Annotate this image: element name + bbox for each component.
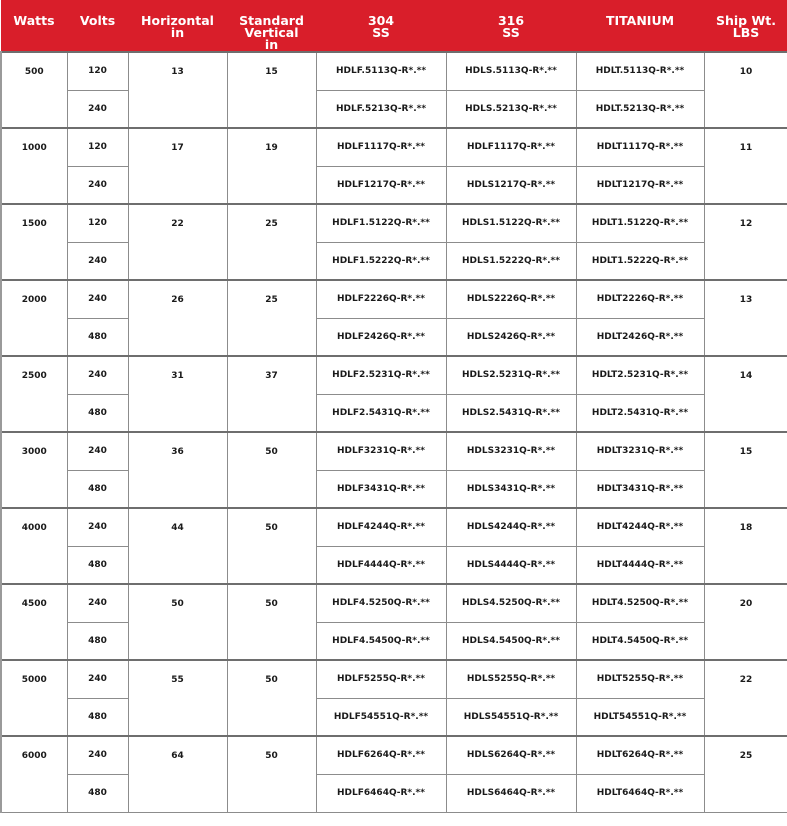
- header-watts: Watts: [1, 0, 67, 52]
- ss304-model-cell: HDLF5255Q-R*.**: [316, 660, 446, 698]
- titanium-model-cell: HDLT.5113Q-R*.**: [576, 52, 704, 90]
- vertical-cell: 50: [227, 508, 316, 584]
- volts-cell: 240: [67, 166, 128, 204]
- volts-cell: 120: [67, 128, 128, 166]
- horizontal-cell: 26: [128, 280, 227, 356]
- titanium-model-cell: HDLT4.5450Q-R*.**: [576, 622, 704, 660]
- volts-cell: 480: [67, 622, 128, 660]
- ss316-model-cell: HDLS2426Q-R*.**: [446, 318, 576, 356]
- ss304-model-cell: HDLF.5213Q-R*.**: [316, 90, 446, 128]
- titanium-model-cell: HDLT4244Q-R*.**: [576, 508, 704, 546]
- ss304-model-cell: HDLF2.5431Q-R*.**: [316, 394, 446, 432]
- ss304-model-cell: HDLF6464Q-R*.**: [316, 774, 446, 812]
- volts-cell: 480: [67, 394, 128, 432]
- header-row: [1, 0, 787, 52]
- ss316-model-cell: HDLS3431Q-R*.**: [446, 470, 576, 508]
- titanium-model-cell: HDLT1117Q-R*.**: [576, 128, 704, 166]
- titanium-model-cell: HDLT1.5122Q-R*.**: [576, 204, 704, 242]
- titanium-model-cell: HDLT2.5231Q-R*.**: [576, 356, 704, 394]
- titanium-model-cell: HDLT.5213Q-R*.**: [576, 90, 704, 128]
- titanium-model-cell: HDLT2226Q-R*.**: [576, 280, 704, 318]
- volts-cell: 240: [67, 660, 128, 698]
- volts-cell: 480: [67, 774, 128, 812]
- titanium-model-cell: HDLT2426Q-R*.**: [576, 318, 704, 356]
- volts-cell: 480: [67, 318, 128, 356]
- volts-cell: 240: [67, 432, 128, 470]
- ss316-model-cell: HDLS4.5450Q-R*.**: [446, 622, 576, 660]
- vertical-cell: 15: [227, 52, 316, 128]
- ss316-model-cell: HDLS4.5250Q-R*.**: [446, 584, 576, 622]
- ss304-model-cell: HDLF.5113Q-R*.**: [316, 52, 446, 90]
- watts-cell: 3000: [1, 432, 67, 508]
- table-row: [1, 166, 787, 204]
- titanium-model-cell: HDLT3431Q-R*.**: [576, 470, 704, 508]
- table-row: [1, 698, 787, 736]
- watts-cell: 500: [1, 52, 67, 128]
- ship-weight-cell: 13: [704, 280, 787, 356]
- ship-weight-cell: 11: [704, 128, 787, 204]
- table-row: [1, 128, 787, 166]
- ss304-model-cell: HDLF1.5122Q-R*.**: [316, 204, 446, 242]
- horizontal-cell: 31: [128, 356, 227, 432]
- ss316-model-cell: HDLS3231Q-R*.**: [446, 432, 576, 470]
- ss316-model-cell: HDLS2.5231Q-R*.**: [446, 356, 576, 394]
- table-row: [1, 432, 787, 470]
- ss316-model-cell: HDLS4444Q-R*.**: [446, 546, 576, 584]
- table-row: [1, 508, 787, 546]
- ss316-model-cell: HDLS5255Q-R*.**: [446, 660, 576, 698]
- header-titanium: TITANIUM: [576, 0, 704, 52]
- table-row: [1, 394, 787, 432]
- volts-cell: 240: [67, 242, 128, 280]
- table-header: [1, 0, 787, 52]
- ss316-model-cell: HDLS54551Q-R*.**: [446, 698, 576, 736]
- volts-cell: 120: [67, 204, 128, 242]
- table-row: [1, 660, 787, 698]
- ss316-model-cell: HDLS6264Q-R*.**: [446, 736, 576, 774]
- vertical-cell: 37: [227, 356, 316, 432]
- watts-cell: 1500: [1, 204, 67, 280]
- titanium-model-cell: HDLT4444Q-R*.**: [576, 546, 704, 584]
- ss316-model-cell: HDLS.5213Q-R*.**: [446, 90, 576, 128]
- titanium-model-cell: HDLT5255Q-R*.**: [576, 660, 704, 698]
- vertical-cell: 50: [227, 660, 316, 736]
- ss304-model-cell: HDLF2226Q-R*.**: [316, 280, 446, 318]
- titanium-model-cell: HDLT2.5431Q-R*.**: [576, 394, 704, 432]
- table-row: [1, 280, 787, 318]
- titanium-model-cell: HDLT4.5250Q-R*.**: [576, 584, 704, 622]
- watts-cell: 4500: [1, 584, 67, 660]
- ss304-model-cell: HDLF1.5222Q-R*.**: [316, 242, 446, 280]
- volts-cell: 240: [67, 356, 128, 394]
- ship-weight-cell: 12: [704, 204, 787, 280]
- header-horizontal: Horizontal in: [128, 0, 227, 52]
- volts-cell: 480: [67, 470, 128, 508]
- volts-cell: 240: [67, 736, 128, 774]
- header-standard-vertical: Standard Vertical in: [227, 0, 316, 52]
- ss304-model-cell: HDLF4.5450Q-R*.**: [316, 622, 446, 660]
- ship-weight-cell: 20: [704, 584, 787, 660]
- table-row: [1, 622, 787, 660]
- header-volts: Volts: [67, 0, 128, 52]
- horizontal-cell: 22: [128, 204, 227, 280]
- horizontal-cell: 64: [128, 736, 227, 812]
- ss304-model-cell: HDLF2.5231Q-R*.**: [316, 356, 446, 394]
- volts-cell: 240: [67, 508, 128, 546]
- horizontal-cell: 36: [128, 432, 227, 508]
- ss316-model-cell: HDLS6464Q-R*.**: [446, 774, 576, 812]
- horizontal-cell: 50: [128, 584, 227, 660]
- ss304-model-cell: HDLF6264Q-R*.**: [316, 736, 446, 774]
- ss304-model-cell: HDLF4244Q-R*.**: [316, 508, 446, 546]
- vertical-cell: 25: [227, 204, 316, 280]
- ss304-model-cell: HDLF2426Q-R*.**: [316, 318, 446, 356]
- ss316-model-cell: HDLF1117Q-R*.**: [446, 128, 576, 166]
- watts-cell: 5000: [1, 660, 67, 736]
- ss316-model-cell: HDLS2.5431Q-R*.**: [446, 394, 576, 432]
- volts-cell: 480: [67, 546, 128, 584]
- vertical-cell: 25: [227, 280, 316, 356]
- volts-cell: 480: [67, 698, 128, 736]
- table-row: [1, 774, 787, 812]
- horizontal-cell: 55: [128, 660, 227, 736]
- ss316-model-cell: HDLS4244Q-R*.**: [446, 508, 576, 546]
- ss316-model-cell: HDLS1.5222Q-R*.**: [446, 242, 576, 280]
- ss304-model-cell: HDLF4.5250Q-R*.**: [316, 584, 446, 622]
- watts-cell: 4000: [1, 508, 67, 584]
- titanium-model-cell: HDLT1217Q-R*.**: [576, 166, 704, 204]
- table-row: [1, 52, 787, 90]
- ss304-model-cell: HDLF4444Q-R*.**: [316, 546, 446, 584]
- table-row: [1, 546, 787, 584]
- titanium-model-cell: HDLT1.5222Q-R*.**: [576, 242, 704, 280]
- watts-cell: 1000: [1, 128, 67, 204]
- table-row: [1, 356, 787, 394]
- volts-cell: 120: [67, 52, 128, 90]
- header-304-ss: 304 SS: [316, 0, 446, 52]
- horizontal-cell: 44: [128, 508, 227, 584]
- table-row: [1, 584, 787, 622]
- ss304-model-cell: HDLF1217Q-R*.**: [316, 166, 446, 204]
- header-316-ss: 316 SS: [446, 0, 576, 52]
- table-row: [1, 204, 787, 242]
- vertical-cell: 50: [227, 584, 316, 660]
- ss304-model-cell: HDLF54551Q-R*.**: [316, 698, 446, 736]
- ship-weight-cell: 15: [704, 432, 787, 508]
- horizontal-cell: 17: [128, 128, 227, 204]
- header-ship-weight: Ship Wt. LBS: [704, 0, 787, 52]
- ss316-model-cell: HDLS.5113Q-R*.**: [446, 52, 576, 90]
- ss316-model-cell: HDLS1217Q-R*.**: [446, 166, 576, 204]
- vertical-cell: 50: [227, 432, 316, 508]
- titanium-model-cell: HDLT3231Q-R*.**: [576, 432, 704, 470]
- ship-weight-cell: 18: [704, 508, 787, 584]
- ss304-model-cell: HDLF1117Q-R*.**: [316, 128, 446, 166]
- ship-weight-cell: 22: [704, 660, 787, 736]
- vertical-cell: 50: [227, 736, 316, 812]
- watts-cell: 2500: [1, 356, 67, 432]
- table-row: [1, 736, 787, 774]
- volts-cell: 240: [67, 90, 128, 128]
- table-row: [1, 470, 787, 508]
- watts-cell: 2000: [1, 280, 67, 356]
- volts-cell: 240: [67, 584, 128, 622]
- table-row: [1, 318, 787, 356]
- ship-weight-cell: 14: [704, 356, 787, 432]
- volts-cell: 240: [67, 280, 128, 318]
- table-body: [1, 52, 787, 812]
- ss316-model-cell: HDLS2226Q-R*.**: [446, 280, 576, 318]
- titanium-model-cell: HDLT6264Q-R*.**: [576, 736, 704, 774]
- titanium-model-cell: HDLT6464Q-R*.**: [576, 774, 704, 812]
- horizontal-cell: 13: [128, 52, 227, 128]
- titanium-model-cell: HDLT54551Q-R*.**: [576, 698, 704, 736]
- table-row: [1, 90, 787, 128]
- table-row: [1, 242, 787, 280]
- vertical-cell: 19: [227, 128, 316, 204]
- watts-cell: 6000: [1, 736, 67, 812]
- ss316-model-cell: HDLS1.5122Q-R*.**: [446, 204, 576, 242]
- ss304-model-cell: HDLF3231Q-R*.**: [316, 432, 446, 470]
- ship-weight-cell: 25: [704, 736, 787, 812]
- ss304-model-cell: HDLF3431Q-R*.**: [316, 470, 446, 508]
- ship-weight-cell: 10: [704, 52, 787, 128]
